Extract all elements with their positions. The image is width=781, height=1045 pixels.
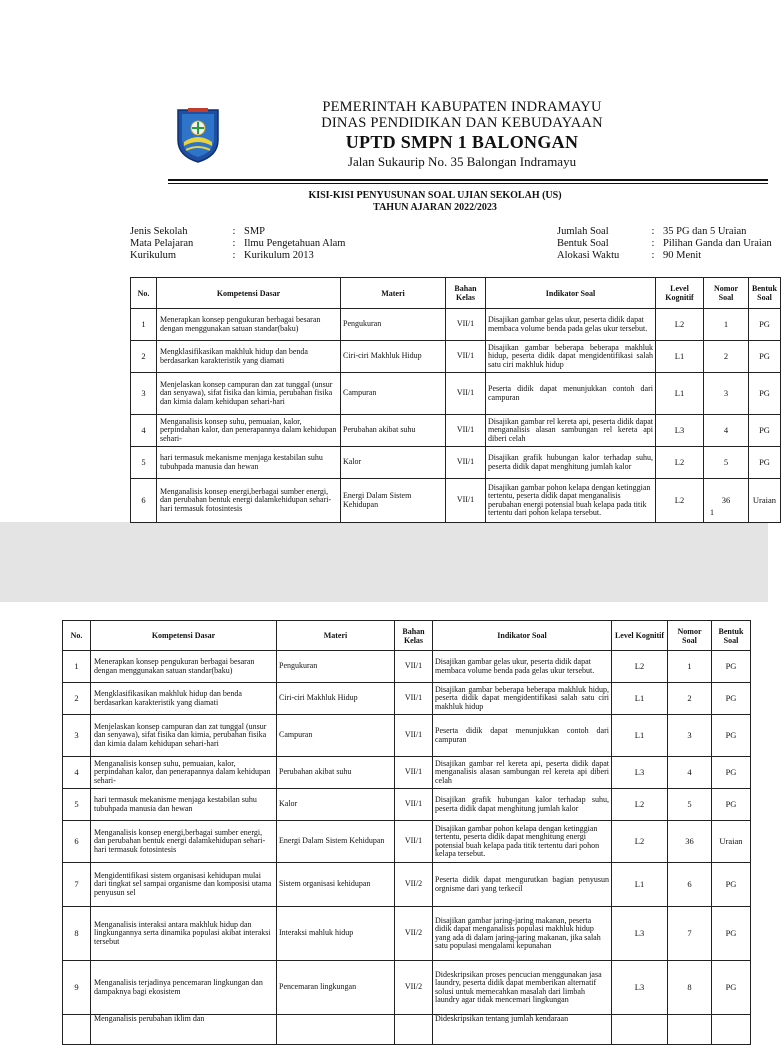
cell-level: L2: [612, 789, 668, 821]
column-header: No.: [131, 278, 157, 309]
letterhead-rule-thick: [168, 179, 768, 181]
table-row: [63, 757, 751, 789]
cell-indikator: Disajikan gambar rel kereta api, peserta didik dapat menganalisis alasan sambungan rel kereta api diberi celah: [433, 757, 612, 789]
letterhead-department: DINAS PENDIDIKAN DAN KEBUDAYAAN: [321, 114, 603, 131]
cell-no: 5: [63, 789, 91, 821]
cell-bentuk: PG: [712, 757, 751, 789]
cell-bentuk: PG: [749, 415, 781, 447]
cell-indikator: Disajikan gambar jaring-jaring makanan, peserta didik dapat menganalisis populasi makhluk hidup yang ada di dalam jaring-jaring makanan, jika salah satu populasi mengalami kepunahan: [433, 907, 612, 961]
cell-bentuk: PG: [712, 907, 751, 961]
cell-nomor: 4: [704, 415, 749, 447]
cell-materi: Energi Dalam Sistem Kehidupan: [277, 821, 395, 863]
letterhead-school-name: UPTD SMPN 1 BALONGAN: [345, 131, 579, 152]
column-header: Level Kognitif: [656, 278, 704, 309]
cell-nomor: 4: [668, 757, 712, 789]
cell-kelas: VII/1: [395, 683, 433, 715]
table-row: [131, 415, 781, 447]
cell-no: 6: [131, 479, 157, 523]
cell-kelas: VII/1: [446, 341, 486, 373]
cell-kelas: VII/1: [395, 651, 433, 683]
table-row: [63, 961, 751, 1015]
cell-nomor: 3: [704, 373, 749, 415]
cell-kompetensi: Mengklasifikasikan makhluk hidup dan benda berdasarkan karakteristik yang diamati: [157, 341, 341, 373]
cell-no: 4: [63, 757, 91, 789]
info-label: Kurikulum: [130, 250, 177, 261]
cell-indikator: Disajikan gambar beberapa beberapa makhluk hidup, peserta didik dapat mengidentifikasi salah satu ciri makhluk hidup: [486, 341, 656, 373]
table-row: [63, 789, 751, 821]
cell-nomor: 3: [668, 715, 712, 757]
table-row: [63, 715, 751, 757]
table-row: [63, 821, 751, 863]
info-value: 35 PG dan 5 Uraian: [663, 226, 747, 237]
cell-bentuk: Uraian: [749, 479, 781, 523]
cell-indikator: Disajikan gambar pohon kelapa dengan ketinggian tertentu, peserta didik dapat menghitung energi potensial buah kelapa pada titik tertentu dari pohon kelapa tersebut.: [433, 821, 612, 863]
cell-indikator: Disajikan gambar pohon kelapa dengan ketinggian tertentu, peserta didik dapat menganalisis perubahan energi potensial buah kelapa pada titik tertentu dari pohon kelapa tersebut.: [486, 479, 656, 523]
info-row: [557, 238, 772, 250]
cell-level: L3: [612, 961, 668, 1015]
cell-kelas: VII/1: [395, 715, 433, 757]
info-row: [557, 250, 772, 262]
table-row: [131, 479, 781, 523]
column-header: Bentuk Soal: [749, 278, 781, 309]
cell-no: 4: [131, 415, 157, 447]
cell-level: L2: [612, 651, 668, 683]
cell-indikator: Disajikan gambar gelas ukur, peserta didik dapat membaca volume benda pada gelas ukur tersebut.: [433, 651, 612, 683]
cell-indikator: Dideskripsikan tentang jumlah kendaraan: [433, 1015, 612, 1045]
cell-kompetensi: Menganalisis konsep energi,berbagai sumber energi, dan perubahan bentuk energi dalamkehidupan sehari-hari termasuk fotosintesis: [157, 479, 341, 523]
cell-kompetensi: Menjelaskan konsep campuran dan zat tunggal (unsur dan senyawa), sifat fisika dan kimia, perubahan fisika dan kimia dalam kehidupan sehari-hari: [157, 373, 341, 415]
cell-indikator: Disajikan gambar beberapa beberapa makhluk hidup, peserta didik dapat mengidentifikasi salah satu ciri makhluk hidup: [433, 683, 612, 715]
info-colon: :: [651, 250, 655, 261]
cell-kelas: [395, 1015, 433, 1045]
cell-nomor: 2: [668, 683, 712, 715]
info-value: Kurikulum 2013: [244, 250, 314, 261]
cell-kompetensi: Menganalisis konsep suhu, pemuaian, kalor, perpindahan kalor, dan penerapannya dalam kehidupan sehari-: [91, 757, 277, 789]
cell-no: 3: [63, 715, 91, 757]
cell-level: L1: [612, 715, 668, 757]
cell-nomor: 8: [668, 961, 712, 1015]
cell-materi: Campuran: [341, 373, 446, 415]
cell-kelas: VII/1: [446, 373, 486, 415]
column-header: Indikator Soal: [486, 278, 656, 309]
cell-no: 3: [131, 373, 157, 415]
cell-nomor: 2: [704, 341, 749, 373]
cell-materi: Campuran: [277, 715, 395, 757]
table-row: [63, 683, 751, 715]
cell-no: 1: [63, 651, 91, 683]
cell-nomor: 7: [668, 907, 712, 961]
info-row: [557, 226, 772, 238]
cell-no: 8: [63, 907, 91, 961]
cell-bentuk: [712, 1015, 751, 1045]
cell-bentuk: PG: [712, 715, 751, 757]
cell-materi: Pengukuran: [277, 651, 395, 683]
cell-kompetensi: Menganalisis konsep energi,berbagai sumber energi, dan perubahan bentuk energi dalamkehidupan sehari-hari termasuk fotosintesis: [91, 821, 277, 863]
cell-bentuk: PG: [712, 789, 751, 821]
cell-kelas: VII/2: [395, 907, 433, 961]
info-value: Ilmu Pengetahuan Alam: [244, 238, 346, 249]
title-line-1: KISI-KISI PENYUSUNAN SOAL UJIAN SEKOLAH (US): [308, 190, 562, 201]
cell-indikator: Disajikan grafik hubungan kalor terhadap suhu, peserta didik dapat menghitung jumlah kalor: [486, 447, 656, 479]
table-row: [131, 309, 781, 341]
table-row: [131, 373, 781, 415]
letterhead-government: PEMERINTAH KABUPATEN INDRAMAYU: [322, 99, 602, 115]
cell-kompetensi: Mengidentifikasi sistem organisasi kehidupan mulai dari tingkat sel sampai organisme dan komposisi utama penyusun sel: [91, 863, 277, 907]
cell-level: L1: [612, 683, 668, 715]
cell-indikator: Disajikan gambar gelas ukur, peserta didik dapat membaca volume benda pada gelas ukur tersebut.: [486, 309, 656, 341]
cell-level: [612, 1015, 668, 1045]
info-value: Pilihan Ganda dan Uraian: [663, 238, 772, 249]
cell-kompetensi: Menerapkan konsep pengukuran berbagai besaran dengan menggunakan satuan standar(baku): [157, 309, 341, 341]
cell-materi: Perubahan akibat suhu: [277, 757, 395, 789]
cell-bentuk: Uraian: [712, 821, 751, 863]
cell-level: L3: [612, 907, 668, 961]
cell-no: 7: [63, 863, 91, 907]
info-colon: :: [232, 250, 236, 261]
cell-no: [63, 1015, 91, 1045]
cell-nomor: 5: [704, 447, 749, 479]
letterhead-rule-thin: [168, 183, 768, 184]
cell-materi: Kalor: [277, 789, 395, 821]
cell-bentuk: PG: [712, 863, 751, 907]
cell-nomor: 1: [668, 651, 712, 683]
cell-kompetensi: hari termasuk mekanisme menjaga kestabilan suhu tubuhpada manusia dan hewan: [91, 789, 277, 821]
cell-no: 6: [63, 821, 91, 863]
cell-bentuk: PG: [749, 341, 781, 373]
document-page-2: [0, 602, 768, 1024]
info-colon: :: [232, 238, 236, 249]
cell-no: 5: [131, 447, 157, 479]
cell-level: L2: [612, 821, 668, 863]
cell-kompetensi: Menganalisis terjadinya pencemaran lingkungan dan dampaknya bagi ekosistem: [91, 961, 277, 1015]
cell-level: L3: [656, 415, 704, 447]
page-gap: [0, 522, 768, 602]
cell-level: L2: [656, 479, 704, 523]
cell-kompetensi: Menjelaskan konsep campuran dan zat tunggal (unsur dan senyawa), sifat fisika dan kimia, perubahan fisika dan kimia dalam kehidupan sehari-hari: [91, 715, 277, 757]
cell-indikator: Peserta didik dapat menunjukkan contoh dari campuran: [486, 373, 656, 415]
cell-kelas: VII/2: [395, 863, 433, 907]
cell-level: L2: [656, 447, 704, 479]
info-value: SMP: [244, 226, 266, 237]
cell-materi: Interaksi mahluk hidup: [277, 907, 395, 961]
cell-nomor: 36: [704, 479, 749, 523]
column-header: Bahan Kelas: [446, 278, 486, 309]
cell-bentuk: PG: [712, 651, 751, 683]
info-row: [130, 226, 345, 238]
column-header: No.: [63, 621, 91, 651]
info-colon: :: [651, 226, 655, 237]
table-header-row: [131, 278, 781, 309]
cell-materi: Ciri-ciri Makhluk Hidup: [341, 341, 446, 373]
cell-kelas: VII/1: [446, 447, 486, 479]
table-row: [63, 907, 751, 961]
info-label: Jumlah Soal: [557, 226, 609, 237]
cell-bentuk: PG: [712, 961, 751, 1015]
cell-indikator: Dideskripsikan proses pencucian menggunakan jasa laundry, peserta didik dapat memberikan alternatif solusi untuk memecahkan masalah dari limbah laundry agar tidak mencemari lingkungan: [433, 961, 612, 1015]
column-header: Bahan Kelas: [395, 621, 433, 651]
info-value: 90 Menit: [663, 250, 702, 261]
grid-table-page-2: [62, 620, 751, 1045]
cell-materi: Pengukuran: [341, 309, 446, 341]
cell-kompetensi: Menganalisis perubahan iklim dan: [91, 1015, 277, 1045]
cell-kompetensi: Menganalisis interaksi antara makhluk hidup dan lingkungannya serta dinamika populasi akibat interaksi tersebut: [91, 907, 277, 961]
info-label: Mata Pelajaran: [130, 238, 194, 249]
column-header: Kompetensi Dasar: [157, 278, 341, 309]
cell-kompetensi: Mengklasifikasikan makhluk hidup dan benda berdasarkan karakteristik yang diamati: [91, 683, 277, 715]
info-label: Bentuk Soal: [557, 238, 609, 249]
cell-materi: Ciri-ciri Makhluk Hidup: [277, 683, 395, 715]
cell-no: 9: [63, 961, 91, 1015]
cell-kompetensi: hari termasuk mekanisme menjaga kestabilan suhu tubuhpada manusia dan hewan: [157, 447, 341, 479]
cell-kelas: VII/1: [446, 309, 486, 341]
cell-kelas: VII/1: [395, 789, 433, 821]
cell-materi: Energi Dalam Sistem Kehidupan: [341, 479, 446, 523]
cell-kelas: VII/1: [446, 479, 486, 523]
cell-materi: Pencemaran lingkungan: [277, 961, 395, 1015]
table-header-row: [63, 621, 751, 651]
cell-materi: Kalor: [341, 447, 446, 479]
cell-level: L2: [656, 309, 704, 341]
column-header: Level Kognitif: [612, 621, 668, 651]
page-number: 1: [710, 508, 714, 517]
cell-indikator: Disajikan gambar rel kereta api, peserta didik dapat menganalisis alasan sambungan rel kereta api diberi celah: [486, 415, 656, 447]
document-title: [200, 190, 670, 214]
cell-no: 2: [63, 683, 91, 715]
cell-no: 2: [131, 341, 157, 373]
cell-level: L1: [612, 863, 668, 907]
column-header: Indikator Soal: [433, 621, 612, 651]
info-colon: :: [651, 238, 655, 249]
cell-nomor: 6: [668, 863, 712, 907]
cell-indikator: Peserta didik dapat mengurutkan bagian penyusun orgnisme dari yang terkecil: [433, 863, 612, 907]
cell-kelas: VII/1: [395, 757, 433, 789]
cell-materi: Sistem organisasi kehidupan: [277, 863, 395, 907]
column-header: Bentuk Soal: [712, 621, 751, 651]
column-header: Nomor Soal: [704, 278, 749, 309]
cell-level: L1: [656, 341, 704, 373]
info-row: [130, 250, 345, 262]
cell-level: L1: [656, 373, 704, 415]
cell-bentuk: PG: [749, 373, 781, 415]
cell-nomor: 5: [668, 789, 712, 821]
cell-bentuk: PG: [749, 309, 781, 341]
cell-kelas: VII/2: [395, 961, 433, 1015]
cell-nomor: 36: [668, 821, 712, 863]
table-row: [63, 863, 751, 907]
cell-materi: [277, 1015, 395, 1045]
cell-kelas: VII/1: [395, 821, 433, 863]
cell-indikator: Peserta didik dapat menunjukkan contoh dari campuran: [433, 715, 612, 757]
cell-level: L3: [612, 757, 668, 789]
table-row: [63, 651, 751, 683]
column-header: Nomor Soal: [668, 621, 712, 651]
info-label: Alokasi Waktu: [557, 250, 620, 261]
cell-indikator: Disajikan grafik hubungan kalor terhadap suhu, peserta didik dapat menghitung jumlah kalor: [433, 789, 612, 821]
column-header: Materi: [277, 621, 395, 651]
table-row: [131, 341, 781, 373]
table-row: [63, 1015, 751, 1045]
title-line-2: TAHUN AJARAN 2022/2023: [373, 202, 497, 213]
info-label: Jenis Sekolah: [130, 226, 188, 237]
table-row: [131, 447, 781, 479]
regency-emblem-icon: [174, 106, 222, 164]
cell-nomor: [668, 1015, 712, 1045]
info-colon: :: [232, 226, 236, 237]
cell-kelas: VII/1: [446, 415, 486, 447]
letterhead: [252, 100, 672, 169]
cell-no: 1: [131, 309, 157, 341]
cell-bentuk: PG: [749, 447, 781, 479]
cell-materi: Perubahan akibat suhu: [341, 415, 446, 447]
info-left: [130, 226, 345, 262]
letterhead-address: Jalan Sukaurip No. 35 Balongan Indramayu: [347, 153, 577, 169]
column-header: Kompetensi Dasar: [91, 621, 277, 651]
info-row: [130, 238, 345, 250]
cell-kompetensi: Menerapkan konsep pengukuran berbagai besaran dengan menggunakan satuan standar(baku): [91, 651, 277, 683]
cell-nomor: 1: [704, 309, 749, 341]
grid-table-page-1: [130, 277, 781, 523]
cell-bentuk: PG: [712, 683, 751, 715]
document-page-1: [0, 0, 777, 522]
cell-kompetensi: Menganalisis konsep suhu, pemuaian, kalor, perpindahan kalor, dan penerapannya dalam kehidupan sehari-: [157, 415, 341, 447]
column-header: Materi: [341, 278, 446, 309]
info-right: [557, 226, 772, 262]
